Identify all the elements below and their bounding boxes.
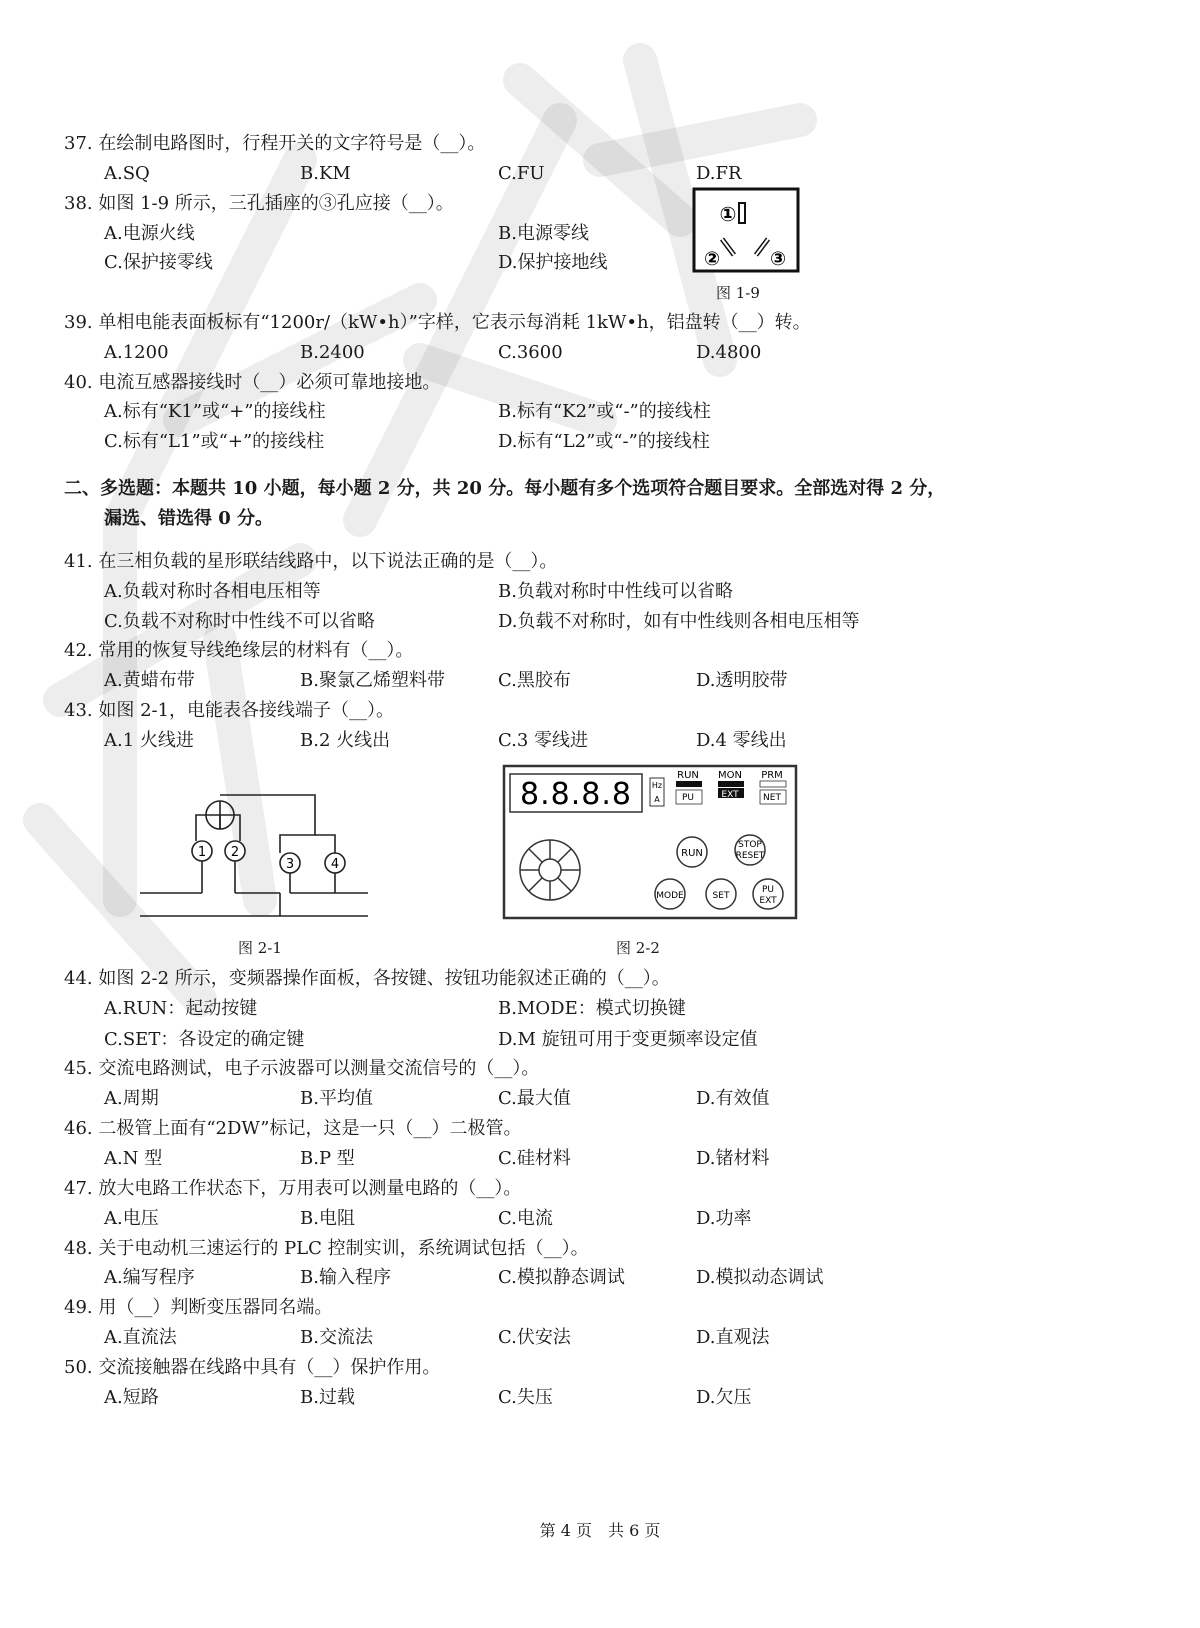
- terminal-2: [225, 841, 245, 861]
- indicator-pu: PU: [681, 793, 695, 803]
- q39-option-d: D.4800: [696, 342, 762, 363]
- q41-option-d: D.负载不对称时，如有中性线则各相电压相等: [498, 611, 860, 632]
- page-footer: 第 4 页 共 6 页: [539, 1521, 661, 1540]
- q41-option-b: B.负载对称时中性线可以省略: [498, 581, 733, 602]
- q37-option-b: B.KM: [300, 163, 351, 184]
- q49-option-a: A.直流法: [104, 1327, 177, 1348]
- question-40-stem: 40. 电流互感器接线时（__）必须可靠地接地。: [64, 372, 441, 393]
- figure-2-2-inverter-panel: [502, 764, 800, 922]
- q37-option-a: A.SQ: [104, 163, 150, 184]
- q49-option-c: C.伏安法: [498, 1327, 571, 1348]
- led-display-digits: 8.8.8.8: [520, 777, 632, 812]
- q47-option-b: B.电阻: [300, 1208, 355, 1229]
- svg-text:EXT: EXT: [759, 896, 777, 906]
- q37-option-d: D.FR: [696, 163, 742, 184]
- q40-option-d: D.标有“L2”或“-”的接线柱: [498, 431, 710, 452]
- question-46-stem: 46. 二极管上面有“2DW”标记，这是一只（__）二极管。: [64, 1118, 522, 1139]
- q46-option-c: C.硅材料: [498, 1148, 571, 1169]
- q39-option-c: C.3600: [498, 342, 563, 363]
- q42-option-b: B.聚氯乙烯塑料带: [300, 670, 445, 691]
- svg-text:SET: SET: [712, 891, 730, 901]
- figure-2-2-caption: 图 2-2: [616, 939, 660, 957]
- question-45-stem: 45. 交流电路测试，电子示波器可以测量交流信号的（__）。: [64, 1058, 540, 1079]
- q48-option-c: C.模拟静态调试: [498, 1267, 625, 1288]
- q44-option-d: D.M 旋钮可用于变更频率设定值: [498, 1029, 758, 1050]
- section-2-heading: 二、多选题：本题共 10 小题，每小题 2 分，共 20 分。每小题有多个选项符合题目要求。全部选对得 2 分，: [64, 478, 946, 499]
- q48-option-a: A.编写程序: [104, 1267, 195, 1288]
- indicator-net: NET: [763, 793, 781, 803]
- q42-option-c: C.黑胶布: [498, 670, 571, 691]
- q43-option-c: C.3 零线进: [498, 730, 589, 751]
- question-39-stem: 39. 单相电能表面板标有“1200r/（kW•h）”字样，它表示每消耗 1kW•h，铝盘转（__）转。: [64, 312, 811, 333]
- q49-option-d: D.直观法: [696, 1327, 770, 1348]
- indicator-prm: PRM: [761, 770, 783, 781]
- terminal-4: [325, 853, 345, 873]
- run-button: [677, 837, 707, 867]
- q44-option-a: A.RUN：起动按键: [104, 998, 258, 1019]
- svg-text:1: 1: [197, 845, 207, 860]
- q49-option-b: B.交流法: [300, 1327, 373, 1348]
- figure-1-9-caption: 图 1-9: [716, 284, 760, 302]
- q41-option-c: C.负载不对称时中性线不可以省略: [104, 611, 375, 632]
- q45-option-d: D.有效值: [696, 1088, 770, 1109]
- q40-option-b: B.标有“K2”或“-”的接线柱: [498, 401, 711, 422]
- stop-reset-button: [735, 835, 765, 865]
- q47-option-d: D.功率: [696, 1208, 752, 1229]
- q50-option-c: C.失压: [498, 1387, 553, 1408]
- unit-a: A: [654, 795, 660, 804]
- q46-option-a: A.N 型: [104, 1148, 163, 1169]
- q40-option-c: C.标有“L1”或“+”的接线柱: [104, 431, 325, 452]
- q48-option-d: D.模拟动态调试: [696, 1267, 824, 1288]
- q44-option-b: B.MODE：模式切换键: [498, 998, 686, 1019]
- q50-option-d: D.欠压: [696, 1387, 752, 1408]
- question-42-stem: 42. 常用的恢复导线绝缘层的材料有（__）。: [64, 640, 414, 661]
- svg-text:RUN: RUN: [681, 848, 703, 859]
- q38-option-c: C.保护接零线: [104, 252, 213, 273]
- pu-ext-button: [753, 879, 783, 909]
- svg-text:STOP: STOP: [738, 840, 762, 850]
- question-47-stem: 47. 放大电路工作状态下，万用表可以测量电路的（__）。: [64, 1178, 522, 1199]
- question-48-stem: 48. 关于电动机三速运行的 PLC 控制实训，系统调试包括（__）。: [64, 1238, 589, 1259]
- terminal-1: [192, 841, 212, 861]
- q43-option-b: B.2 火线出: [300, 730, 391, 751]
- svg-text:3: 3: [285, 857, 295, 872]
- q47-option-a: A.电压: [104, 1208, 159, 1229]
- q41-option-a: A.负载对称时各相电压相等: [104, 581, 321, 602]
- question-49-stem: 49. 用（__）判断变压器同名端。: [64, 1297, 333, 1318]
- question-37-stem: 37. 在绘制电路图时，行程开关的文字符号是（__）。: [64, 133, 486, 154]
- q46-option-b: B.P 型: [300, 1148, 355, 1169]
- q38-option-d: D.保护接地线: [498, 252, 608, 273]
- q45-option-a: A.周期: [104, 1088, 159, 1109]
- q40-option-a: A.标有“K1”或“+”的接线柱: [104, 401, 326, 422]
- q47-option-c: C.电流: [498, 1208, 553, 1229]
- q37-option-c: C.FU: [498, 163, 545, 184]
- q39-option-a: A.1200: [104, 342, 169, 363]
- question-50-stem: 50. 交流接触器在线路中具有（__）保护作用。: [64, 1357, 441, 1378]
- q38-option-b: B.电源零线: [498, 223, 589, 244]
- socket-label-3: ③: [769, 248, 787, 270]
- q45-option-b: B.平均值: [300, 1088, 373, 1109]
- q39-option-b: B.2400: [300, 342, 365, 363]
- section-2-heading-cont: 漏选、错选得 0 分。: [104, 508, 274, 529]
- q38-option-a: A.电源火线: [104, 223, 195, 244]
- q42-option-a: A.黄蜡布带: [104, 670, 195, 691]
- socket-label-1: ①: [719, 202, 737, 226]
- set-button: [706, 879, 736, 909]
- svg-text:RESET: RESET: [735, 851, 765, 861]
- svg-text:2: 2: [230, 845, 240, 860]
- q44-option-c: C.SET：各设定的确定键: [104, 1029, 305, 1050]
- q45-option-c: C.最大值: [498, 1088, 571, 1109]
- q42-option-d: D.透明胶带: [696, 670, 788, 691]
- svg-text:MODE: MODE: [656, 891, 684, 901]
- q43-option-a: A.1 火线进: [104, 730, 194, 751]
- svg-text:4: 4: [330, 857, 340, 872]
- q48-option-b: B.输入程序: [300, 1267, 391, 1288]
- mode-button: [655, 879, 685, 909]
- question-38-stem: 38. 如图 1-9 所示，三孔插座的③孔应接（__）。: [64, 193, 454, 214]
- q50-option-b: B.过载: [300, 1387, 355, 1408]
- q46-option-d: D.锗材料: [696, 1148, 770, 1169]
- indicator-mon: MON: [718, 770, 742, 781]
- unit-hz: Hz: [651, 781, 663, 790]
- indicator-ext: EXT: [721, 790, 739, 800]
- svg-text:PU: PU: [761, 885, 775, 895]
- socket-label-2: ②: [703, 248, 721, 270]
- q43-option-d: D.4 零线出: [696, 730, 787, 751]
- figure-1-9-socket: [692, 187, 802, 275]
- figure-2-1-meter-wiring: [130, 785, 380, 925]
- indicator-run: RUN: [677, 770, 699, 781]
- terminal-3: [280, 853, 300, 873]
- question-43-stem: 43. 如图 2-1，电能表各接线端子（__）。: [64, 700, 395, 721]
- figure-2-1-caption: 图 2-1: [238, 939, 282, 957]
- q50-option-a: A.短路: [104, 1387, 159, 1408]
- question-44-stem: 44. 如图 2-2 所示，变频器操作面板，各按键、按钮功能叙述正确的（__）。: [64, 968, 670, 989]
- question-41-stem: 41. 在三相负载的星形联结线路中，以下说法正确的是（__）。: [64, 551, 558, 572]
